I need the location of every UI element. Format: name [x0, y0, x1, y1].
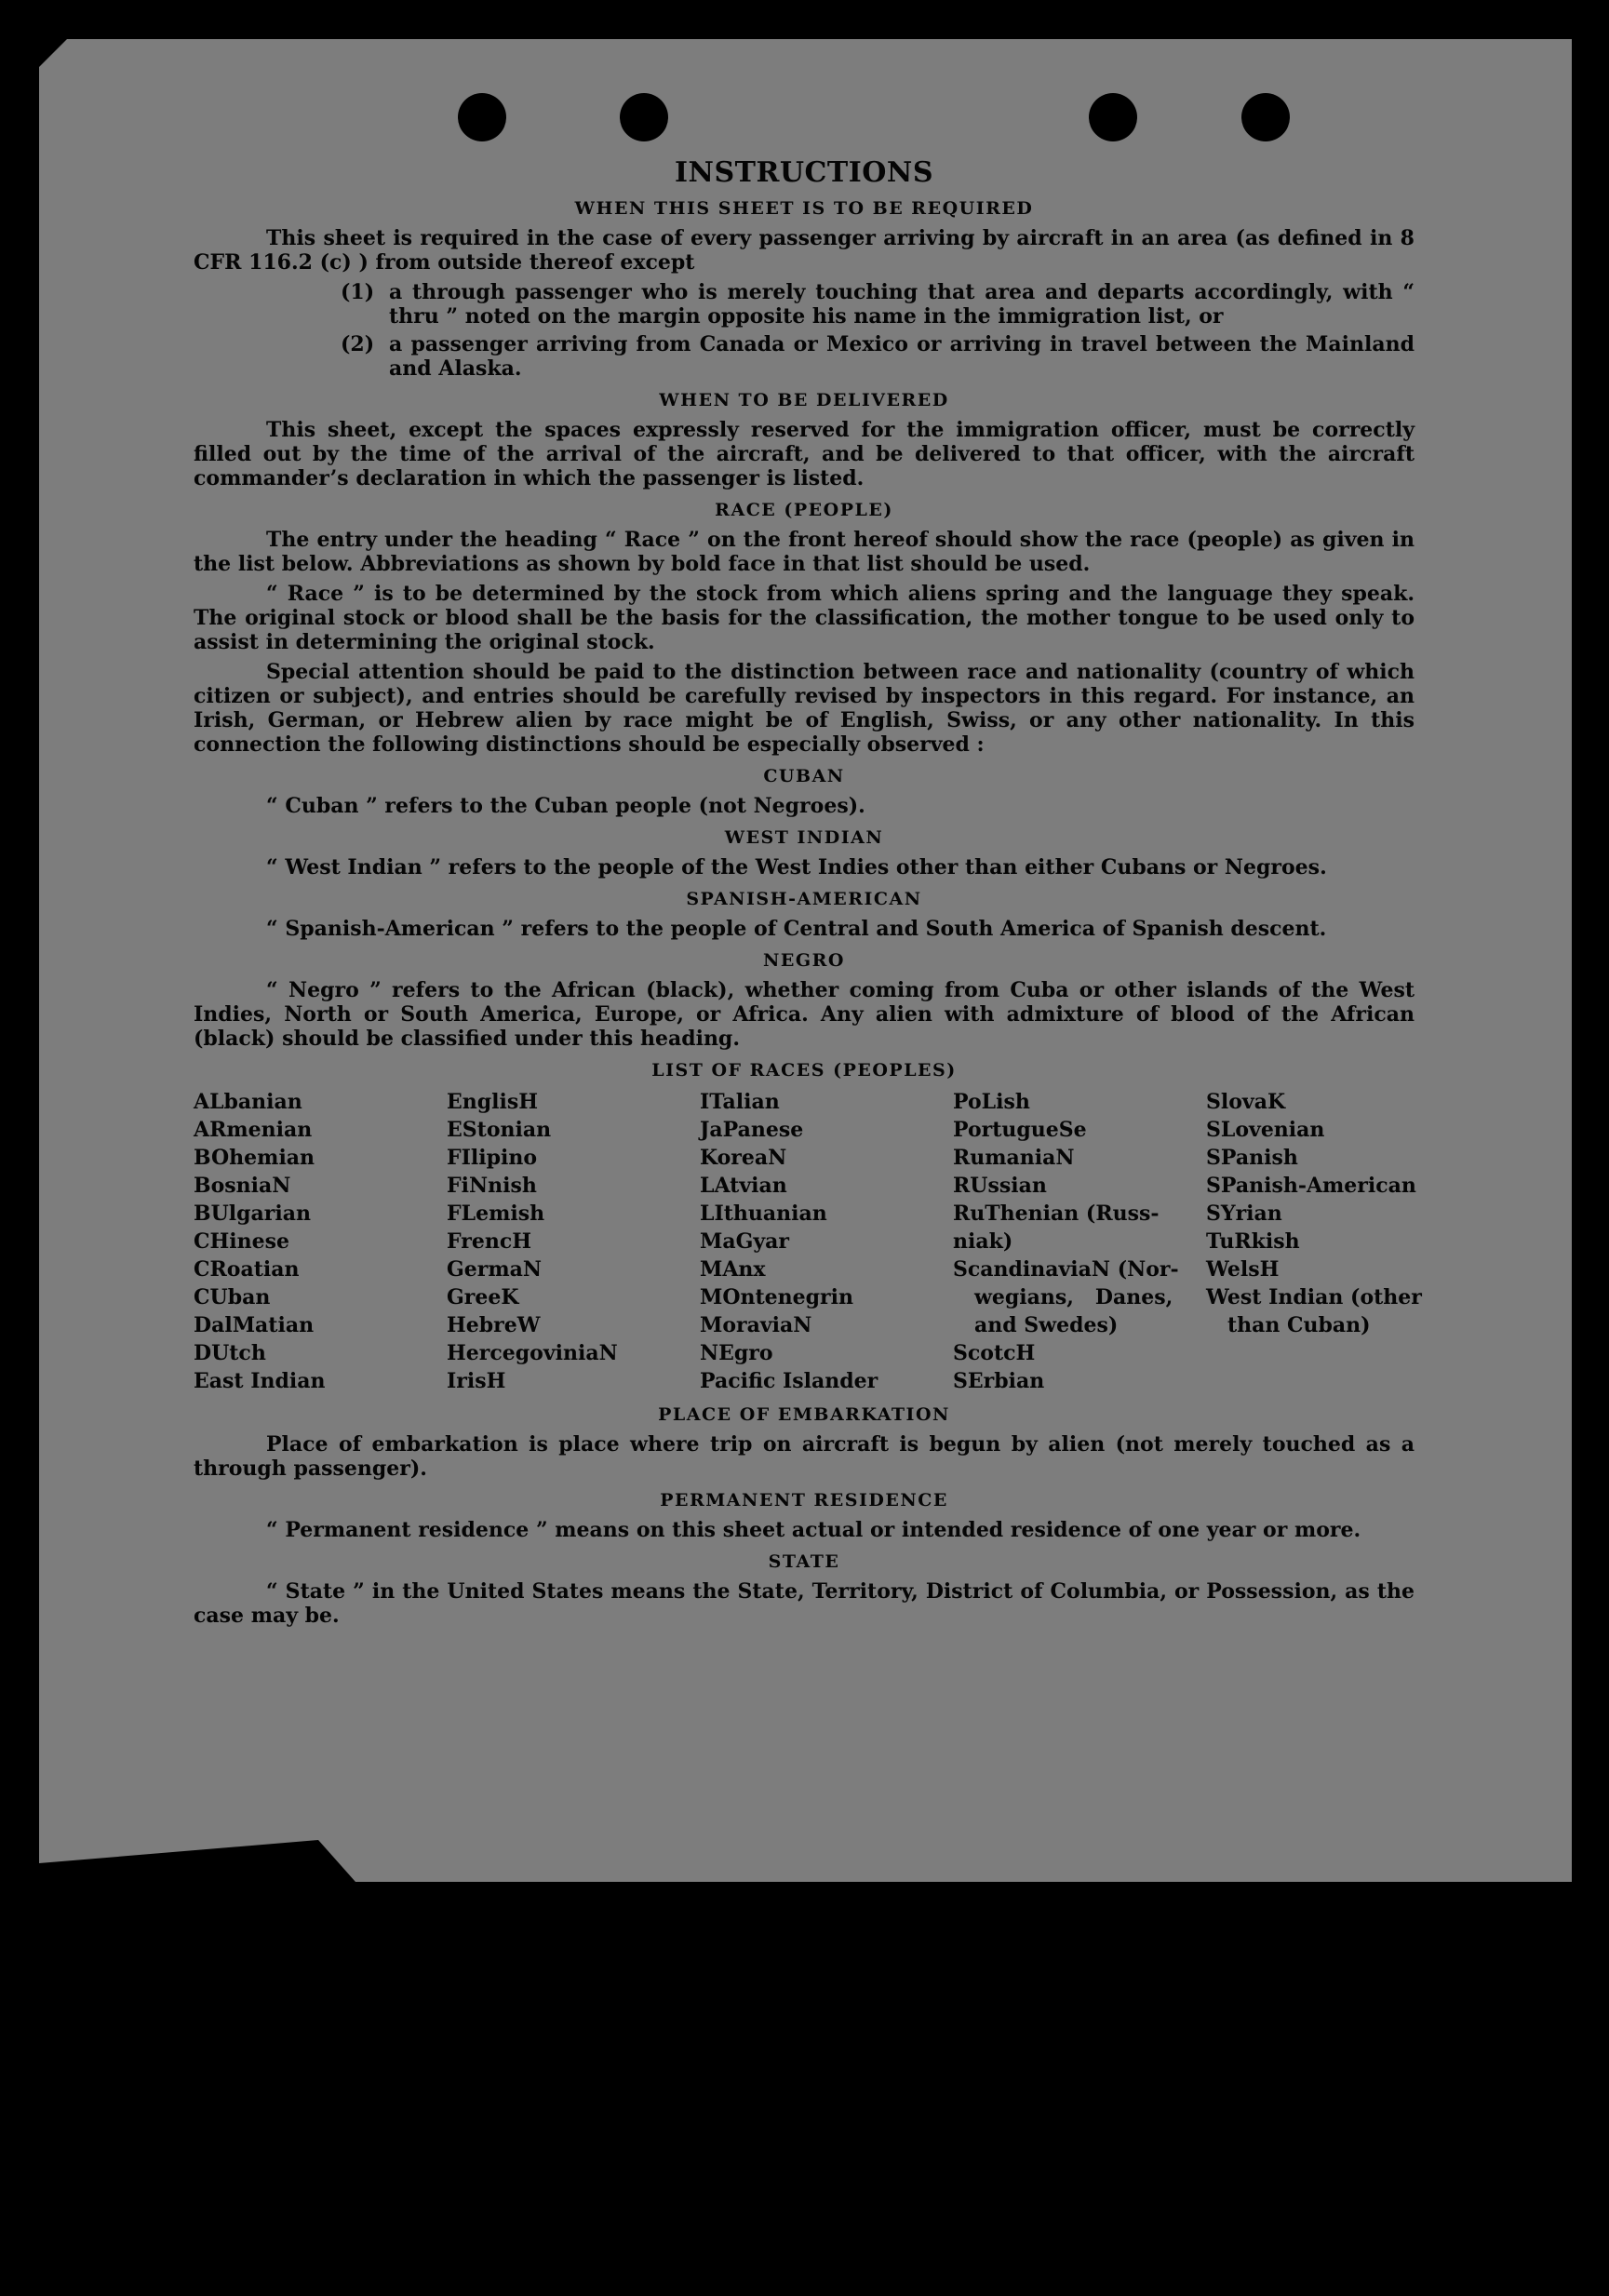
- race-entry: SErbian: [953, 1369, 1045, 1393]
- race-entry: MOntenegrin: [700, 1285, 853, 1309]
- race-entry: NEgro: [700, 1341, 773, 1365]
- race-entry: ITalian: [700, 1090, 780, 1114]
- punch-hole: [1089, 93, 1137, 141]
- section-heading-when-delivered: WHEN TO BE DELIVERED: [659, 390, 949, 410]
- race-entry: BUlgarian: [194, 1202, 311, 1226]
- race-entry: SlovaK: [1206, 1090, 1286, 1114]
- race-entry: HebreW: [447, 1313, 541, 1337]
- race-entry: niak): [953, 1229, 1013, 1254]
- race-entry: SPanish-American: [1206, 1174, 1416, 1198]
- paragraph-cuban: “ Cuban ” refers to the Cuban people (not Negroes).: [266, 794, 865, 818]
- races-column: [1206, 1088, 1422, 1395]
- race-entry: West Indian (other: [1206, 1285, 1422, 1309]
- paragraph-race-nationality: Special attention should be paid to the distinction between race and nationality (country of which citizen or subject), and entries should be carefully revised by inspectors in this regard. For instance, an Irish, German, or Hebrew alien by race might be of English, Swiss, or any other nationality. In this connection the following distinctions should be especially observed :: [194, 660, 1415, 757]
- race-entry: FIlipino: [447, 1146, 538, 1170]
- section-heading-spanish-american: SPANISH-AMERICAN: [686, 889, 922, 909]
- race-entry: ARmenian: [194, 1118, 313, 1142]
- race-entry: PortugueSe: [953, 1118, 1087, 1142]
- race-entry: Pacific Islander: [700, 1369, 878, 1393]
- race-entry: DalMatian: [194, 1313, 315, 1337]
- item-number: (1): [341, 280, 375, 304]
- paragraph-race-definition: “ Race ” is to be determined by the stock from which aliens spring and the language they speak. The original stock or blood shall be the basis for the classification, the mother tongue to be used only to assist in determining the original stock.: [194, 582, 1415, 654]
- race-entry: EnglisH: [447, 1090, 539, 1114]
- section-heading-state: STATE: [768, 1551, 840, 1572]
- paragraph-when-required: This sheet is required in the case of every passenger arriving by aircraft in an area (as defined in 8 CFR 116.2 (c) ) from outside thereof except: [194, 226, 1415, 275]
- race-entry: FrencH: [447, 1229, 531, 1254]
- race-entry: LAtvian: [700, 1174, 787, 1198]
- race-entry: SPanish: [1206, 1146, 1298, 1170]
- race-entry: than Cuban): [1206, 1313, 1371, 1337]
- exception-item: [194, 280, 1415, 329]
- race-entry: JaPanese: [700, 1118, 804, 1142]
- race-entry: FiNnish: [447, 1174, 537, 1198]
- race-entry: DUtch: [194, 1341, 266, 1365]
- item-text: a passenger arriving from Canada or Mexico or arriving in travel between the Mainland and Alaska.: [389, 332, 1415, 381]
- punch-hole: [458, 93, 506, 141]
- paragraph-race-entry: The entry under the heading “ Race ” on the front hereof should show the race (people) as given in the list below. Abbreviations as shown by bold face in that list should be used.: [194, 528, 1415, 576]
- race-entry: LIthuanian: [700, 1202, 827, 1226]
- races-column: [953, 1088, 1206, 1395]
- race-entry: HercegoviniaN: [447, 1341, 618, 1365]
- races-column: [194, 1088, 447, 1395]
- section-heading-west-indian: WEST INDIAN: [724, 827, 884, 848]
- paragraph-permanent-residence: “ Permanent residence ” means on this sheet actual or intended residence of one year or more.: [266, 1518, 1361, 1542]
- race-entry: MAnx: [700, 1257, 766, 1282]
- race-entry: SLovenian: [1206, 1118, 1325, 1142]
- race-entry: BosniaN: [194, 1174, 291, 1198]
- paragraph-when-delivered: This sheet, except the spaces expressly reserved for the immigration officer, must be correctly filled out by the time of the arrival of the aircraft, and be delivered to that officer, with the aircraft commander’s declaration in which the passenger is listed.: [194, 418, 1415, 490]
- race-entry: GreeK: [447, 1285, 519, 1309]
- race-entry: and Swedes): [953, 1313, 1119, 1337]
- section-heading-list-of-races: LIST OF RACES (PEOPLES): [651, 1060, 957, 1081]
- races-column: [447, 1088, 700, 1395]
- item-number: (2): [341, 332, 375, 356]
- race-entry: ALbanian: [194, 1090, 302, 1114]
- race-entry: SYrian: [1206, 1202, 1282, 1226]
- paragraph-west-indian: “ West Indian ” refers to the people of the West Indies other than either Cubans or Negroes.: [266, 855, 1327, 879]
- race-entry: WelsH: [1206, 1257, 1280, 1282]
- section-heading-permanent-residence: PERMANENT RESIDENCE: [660, 1490, 948, 1511]
- section-heading-embarkation: PLACE OF EMBARKATION: [658, 1404, 950, 1425]
- races-column: [700, 1088, 953, 1395]
- race-entry: EStonian: [447, 1118, 552, 1142]
- exception-item: [194, 332, 1415, 381]
- race-entry: CRoatian: [194, 1257, 300, 1282]
- punch-hole: [1241, 93, 1290, 141]
- race-entry: RumaniaN: [953, 1146, 1075, 1170]
- paragraph-spanish-american: “ Spanish-American ” refers to the people of Central and South America of Spanish descent.: [266, 917, 1327, 941]
- race-entry: MoraviaN: [700, 1313, 812, 1337]
- race-entry: CHinese: [194, 1229, 290, 1254]
- race-entry: IrisH: [447, 1369, 506, 1393]
- section-heading-when-required: WHEN THIS SHEET IS TO BE REQUIRED: [574, 198, 1034, 219]
- race-entry: FLemish: [447, 1202, 545, 1226]
- race-entry: PoLish: [953, 1090, 1030, 1114]
- race-entry: TuRkish: [1206, 1229, 1300, 1254]
- section-heading-race: RACE (PEOPLE): [715, 500, 893, 520]
- page-title: INSTRUCTIONS: [675, 156, 933, 189]
- race-entry: ScandinaviaN (Nor-: [953, 1257, 1179, 1282]
- race-entry: RuThenian (Russ-: [953, 1202, 1160, 1226]
- paragraph-embarkation: Place of embarkation is place where trip on aircraft is begun by alien (not merely touched as a through passenger).: [194, 1432, 1415, 1481]
- paragraph-state: “ State ” in the United States means the State, Territory, District of Columbia, or Possession, as the case may be.: [194, 1579, 1415, 1628]
- race-entry: ScotcH: [953, 1341, 1036, 1365]
- item-text: a through passenger who is merely touching that area and departs accordingly, with “ thru ” noted on the margin opposite his name in the immigration list, or: [389, 280, 1415, 329]
- race-entry: RUssian: [953, 1174, 1047, 1198]
- race-entry: CUban: [194, 1285, 271, 1309]
- section-heading-cuban: CUBAN: [763, 766, 845, 786]
- paragraph-negro: “ Negro ” refers to the African (black), whether coming from Cuba or other islands of the West Indies, North or South America, Europe, or Africa. Any alien with admixture of blood of the African (black) should be classified under this heading.: [194, 978, 1415, 1051]
- race-entry: wegians, Danes,: [953, 1285, 1173, 1309]
- race-entry: KoreaN: [700, 1146, 787, 1170]
- section-heading-negro: NEGRO: [763, 950, 845, 971]
- punch-hole: [620, 93, 668, 141]
- race-entry: BOhemian: [194, 1146, 315, 1170]
- race-entry: MaGyar: [700, 1229, 790, 1254]
- instructions-content: [194, 156, 1422, 1633]
- race-entry: GermaN: [447, 1257, 543, 1282]
- races-list: [194, 1088, 1422, 1395]
- race-entry: East Indian: [194, 1369, 326, 1393]
